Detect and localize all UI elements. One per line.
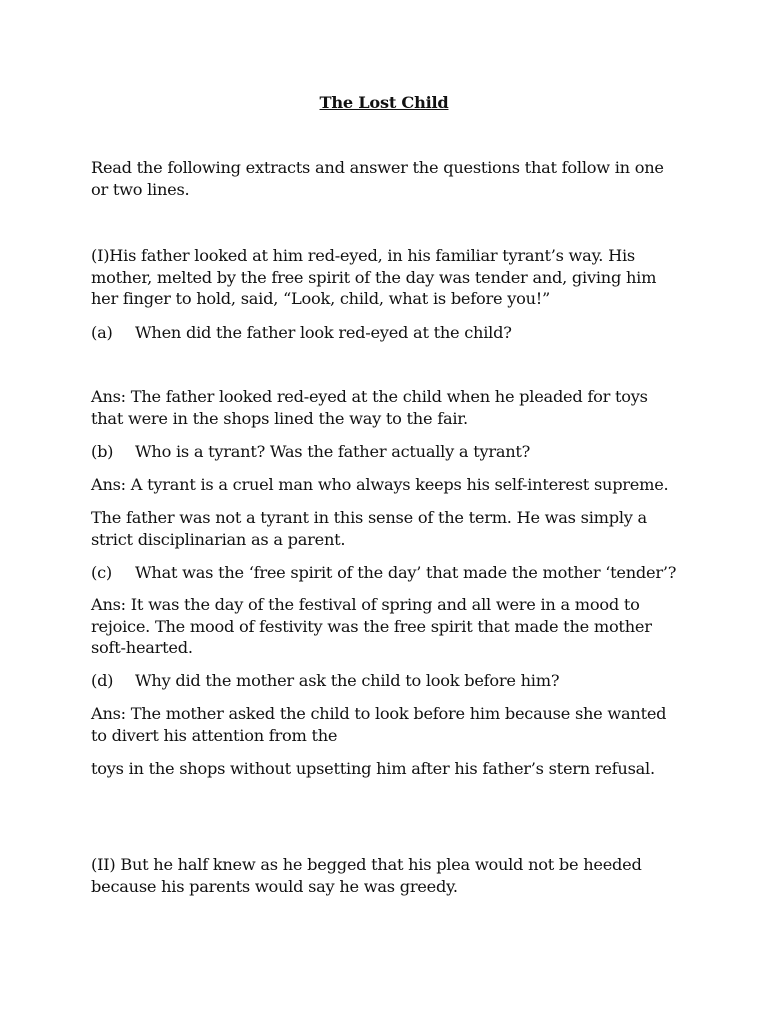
question-d [91,670,681,692]
extract-1-text: (I)His father looked at him red-eyed, in his familiar tyrant’s way. His mother, melted by the free spirit of the day was tender and, giving him her finger to hold, said, “Look, child, what is before you!” [91,246,657,309]
instructions-text: Read the following extracts and answer the questions that follow in one or two lines. [91,158,664,199]
answer-d-line-1: Ans: The mother asked the child to look before him because she wanted to divert his attention from the [91,704,667,745]
question-a-text: When did the father look red-eyed at the child? [135,323,512,342]
extract-2-text: (II) But he half knew as he begged that his plea would not be heeded because his parents would say he was greedy. [91,855,642,896]
question-a [91,322,681,344]
question-b [91,441,681,463]
question-d-text: Why did the mother ask the child to look before him? [135,671,560,690]
question-a-number: (a) [91,323,113,342]
question-c-text: What was the ‘free spirit of the day’ that made the mother ‘tender’? [135,563,677,582]
question-c [91,562,681,584]
question-b-number: (b) [91,442,114,461]
answer-d-line-2: toys in the shops without upsetting him after his father’s stern refusal. [91,759,655,778]
document-title: The Lost Child [319,93,449,112]
answer-b-line-2: The father was not a tyrant in this sense of the term. He was simply a strict disciplinarian as a parent. [91,508,647,549]
question-d-number: (d) [91,671,114,690]
answer-a: Ans: The father looked red-eyed at the child when he pleaded for toys that were in the shops lined the way to the fair. [91,387,648,428]
question-c-number: (c) [91,563,112,582]
question-b-text: Who is a tyrant? Was the father actually a tyrant? [135,442,531,461]
answer-b-line-1: Ans: A tyrant is a cruel man who always keeps his self-interest supreme. [91,475,669,494]
answer-c: Ans: It was the day of the festival of spring and all were in a mood to rejoice. The mood of festivity was the free spirit that made the mother soft-hearted. [91,595,652,658]
